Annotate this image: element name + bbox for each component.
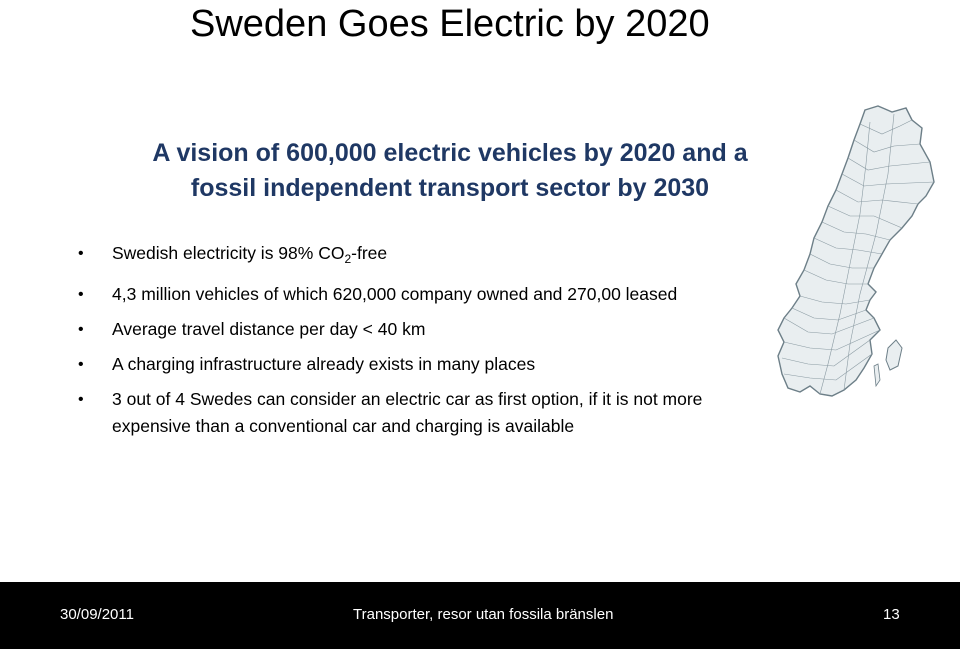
bullet-text: 3 out of 4 Swedes can consider an electric car as first option, if it is not more expensive than a conventional car and charging is available [112, 389, 703, 436]
subtitle-line-2: fossil independent transport sector by 2030 [190, 174, 710, 202]
oland-island [874, 364, 880, 386]
footer-page-number: 13 [883, 606, 900, 623]
bullet-text: 4,3 million vehicles of which 620,000 company owned and 270,00 leased [112, 284, 678, 304]
subscript-2: 2 [344, 252, 352, 266]
slide-title: Sweden Goes Electric by 2020 [190, 3, 710, 45]
bullet-text: Average travel distance per day < 40 km [112, 319, 426, 339]
subtitle-line-1: A vision of 600,000 electric vehicles by 2020 and a [152, 139, 748, 167]
bullet-dot-icon: • [78, 286, 84, 303]
sweden-map-graphic [770, 104, 960, 404]
bullet-item [78, 386, 778, 440]
slide-footer [0, 582, 960, 649]
bullet-dot-icon: • [78, 245, 84, 262]
bullet-item [78, 316, 778, 343]
bullet-text-part: Swedish electricity is 98% CO [112, 243, 345, 263]
bullet-item [78, 351, 778, 378]
gotland-island [886, 340, 902, 370]
sweden-outline [778, 106, 934, 396]
sweden-map-icon [770, 104, 960, 404]
bullet-list [78, 240, 778, 448]
slide-subtitle [100, 136, 800, 206]
footer-title: Transporter, resor utan fossila bränslen [353, 606, 614, 623]
bullet-dot-icon: • [78, 356, 84, 373]
bullet-item [78, 240, 778, 273]
bullet-text: A charging infrastructure already exists in many places [112, 354, 536, 374]
bullet-dot-icon: • [78, 321, 84, 338]
bullet-item [78, 281, 778, 308]
bullet-text-part: -free [351, 243, 388, 263]
footer-date: 30/09/2011 [60, 606, 134, 623]
bullet-dot-icon: • [78, 391, 84, 408]
